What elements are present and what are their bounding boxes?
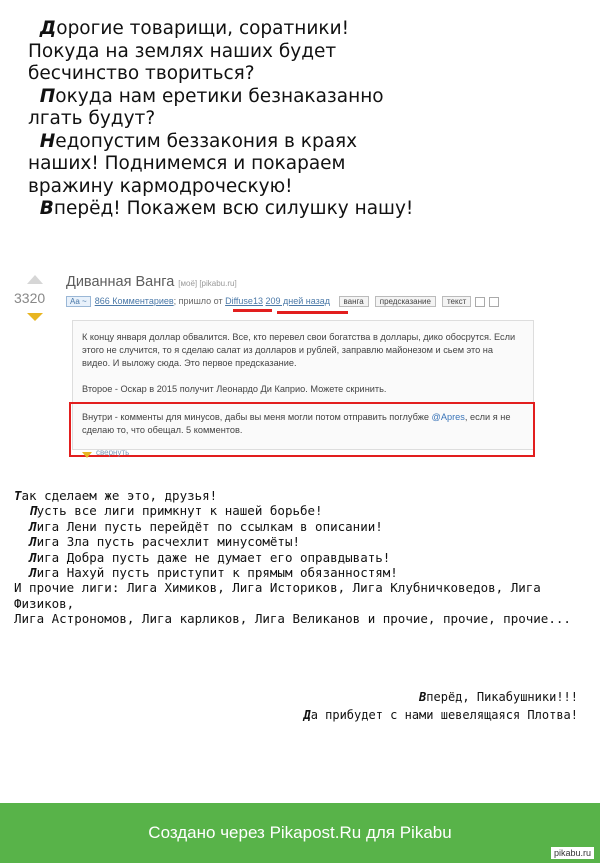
highlight-after: , если я не сделаю то, что обещал. 5 комментов. xyxy=(82,412,511,435)
posted-from-label: ; пришло от xyxy=(173,296,223,306)
collapse-link[interactable]: свернуть xyxy=(96,448,130,457)
line-indent xyxy=(14,503,29,518)
drop-cap: Л xyxy=(29,549,37,565)
line-text: едопустим беззакония в краях xyxy=(55,130,358,152)
intro-poem-line xyxy=(28,63,588,86)
line-indent xyxy=(28,18,40,39)
line-indent xyxy=(14,550,29,565)
line-indent xyxy=(28,86,40,107)
intro-poem-line xyxy=(28,153,588,176)
post-card xyxy=(0,266,600,466)
upvote-icon[interactable] xyxy=(27,275,43,284)
post-title[interactable] xyxy=(66,274,237,290)
hide-icon[interactable] xyxy=(489,297,499,307)
leagues-poem-line xyxy=(14,580,600,611)
drop-cap: Л xyxy=(29,518,37,534)
line-text: ак сделаем же это, друзья! xyxy=(21,488,218,503)
post-title-tags: [моё] [pikabu.ru] xyxy=(178,279,237,288)
line-text: ига Нахуй пусть приступит к прямым обязанностям! xyxy=(36,565,398,581)
closing-lines xyxy=(303,688,578,724)
line-indent xyxy=(14,565,29,580)
line-text: лгать будут? xyxy=(28,108,156,129)
closing-line-1-rest: перёд, Пикабушники!!! xyxy=(426,690,578,704)
line-text: окуда нам еретики безнаказанно xyxy=(55,85,384,107)
footer-credit[interactable]: Создано через Pikapost.Ru для Pikabu xyxy=(148,823,452,842)
line-indent xyxy=(28,131,40,152)
tag-prediction[interactable]: предсказание xyxy=(375,296,436,307)
comments-link[interactable]: 866 Комментариев xyxy=(94,296,174,306)
author-underline xyxy=(233,309,272,312)
leagues-poem-line xyxy=(14,565,600,580)
line-text: ига Зла пусть расчехлит минусомёты! xyxy=(36,534,300,550)
closing-line-2-rest: а прибудет с нами шевелящаяся Плотва! xyxy=(310,708,578,722)
intro-poem-line xyxy=(28,108,588,131)
leagues-poem-line xyxy=(14,488,600,503)
tag-vanga[interactable]: ванга xyxy=(339,296,369,307)
leagues-poem-line xyxy=(14,611,600,626)
footer-bar xyxy=(0,803,600,863)
mention-link[interactable]: @Apres xyxy=(431,412,465,422)
drop-cap: Н xyxy=(39,130,56,152)
intro-poem-line xyxy=(28,198,588,221)
line-text: ига Добра пусть даже не думает его оправдывать! xyxy=(36,549,391,565)
closing-line-2 xyxy=(303,706,578,724)
post-body-paragraph-2: Второе - Оскар в 2015 получит Леонардо Ди Каприо. Можете скринить. xyxy=(82,384,387,394)
post-body-paragraph-1: К концу января доллар обвалится. Все, кто перевел свои богатства в доллары, дико обосрутся. Если этого не случится, то я сделаю салат из долларов и рублей, заправлю майонезом и сьем это на видео. И выложу сюда. Это первое предсказание. xyxy=(82,332,516,368)
drop-cap: В xyxy=(39,198,54,219)
intro-poem-line xyxy=(28,176,588,199)
watermark: pikabu.ru xyxy=(551,847,594,859)
leagues-poem-line xyxy=(14,534,600,549)
drop-cap: П xyxy=(39,85,56,107)
leagues-poem xyxy=(14,488,600,627)
line-text: ига Лени пусть перейдёт по ссылкам в описании! xyxy=(36,518,383,534)
age-underline xyxy=(277,311,348,314)
save-icon[interactable] xyxy=(475,297,485,307)
drop-cap: Т xyxy=(14,488,22,503)
intro-poem-line xyxy=(28,131,588,154)
font-size-badge[interactable]: Aa ~ xyxy=(66,296,91,307)
line-indent xyxy=(14,534,29,549)
leagues-poem-line xyxy=(14,503,600,518)
line-text: вражину кармодроческую! xyxy=(28,175,293,197)
line-text: бесчинство твориться? xyxy=(28,63,255,84)
line-text: усть все лиги примкнут к нашей борьбе! xyxy=(36,503,323,519)
post-title-text[interactable]: Диванная Ванга xyxy=(66,274,175,290)
leagues-poem-line xyxy=(14,519,600,534)
post-score: 3320 xyxy=(14,290,46,306)
line-text: Лига Астрономов, Лига карликов, Лига Великанов и прочие, прочие, прочие... xyxy=(14,611,571,627)
line-text: Покуда на землях наших будет xyxy=(28,40,337,62)
author-link[interactable]: Diffuse13 xyxy=(225,296,263,306)
drop-cap: П xyxy=(29,503,37,519)
downvote-icon[interactable] xyxy=(27,313,43,321)
closing-line-1-cap: В xyxy=(419,690,427,704)
post-age[interactable]: 209 дней назад xyxy=(265,296,330,306)
intro-poem-line xyxy=(28,86,588,109)
line-text: перёд! Покажем всю силушку нашу! xyxy=(53,198,414,219)
drop-cap: Л xyxy=(29,534,37,550)
intro-poem xyxy=(28,18,588,221)
line-text: орогие товарищи, соратники! xyxy=(56,18,350,39)
drop-cap: Д xyxy=(39,18,57,39)
line-text: наших! Поднимемся и покараем xyxy=(28,153,346,174)
highlight-before: Внутри - комменты для минусов, дабы вы меня могли потом отправить поглубже xyxy=(82,412,432,422)
closing-line-1 xyxy=(303,688,578,706)
intro-poem-line xyxy=(28,18,588,41)
collapse-arrow-icon[interactable] xyxy=(82,452,92,458)
highlight-frame xyxy=(69,402,535,457)
intro-poem-line xyxy=(28,41,588,64)
closing-line-2-cap: Д xyxy=(303,708,311,722)
leagues-poem-line xyxy=(14,550,600,565)
drop-cap: Л xyxy=(29,565,37,581)
line-indent xyxy=(14,519,29,534)
post-meta xyxy=(66,296,499,307)
line-indent xyxy=(28,198,40,219)
tag-text[interactable]: текст xyxy=(442,296,471,307)
line-text: И прочие лиги: Лига Химиков, Лига Историков, Лига Клубничковедов, Лига Физиков, xyxy=(14,580,549,611)
